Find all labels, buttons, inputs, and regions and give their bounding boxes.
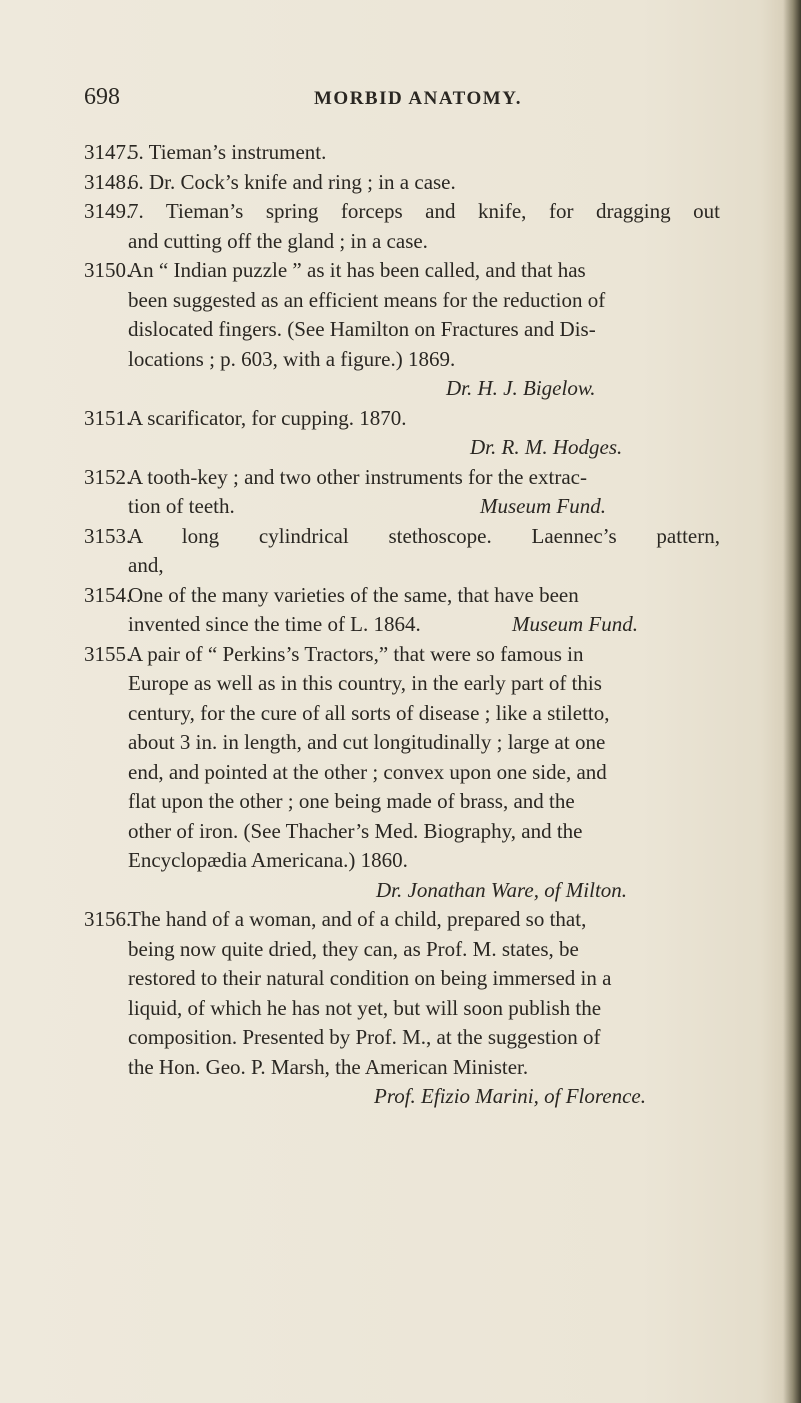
donor-credit: Museum Fund.	[480, 494, 606, 518]
entry-text-line: An “ Indian puzzle ” as it has been called, and that has	[128, 258, 586, 282]
entry-text-line: and,	[128, 553, 164, 577]
entry-text-line: end, and pointed at the other ; convex upon one side, and	[128, 759, 607, 784]
entry-text-line: flat upon the other ; one being made of brass, and the	[128, 789, 575, 813]
catalogue-entry	[84, 522, 720, 581]
running-title: MORBID ANATOMY.	[314, 88, 522, 109]
entry-text-line: locations ; p. 603, with a figure.) 1869.	[128, 346, 456, 371]
entry-text-line: about 3 in. in length, and cut longitudinally ; large at one	[128, 730, 606, 754]
entry-number: 3154.	[84, 582, 132, 607]
catalogue-entries	[84, 138, 720, 1112]
catalogue-entry	[84, 197, 720, 256]
entry-number: 3153.	[84, 523, 132, 548]
entry-text-line: tion of teeth.	[128, 494, 235, 518]
entry-number: 3152.	[84, 464, 132, 489]
entry-text-line: 5. Tieman’s instrument.	[128, 140, 327, 164]
entry-text-line: century, for the cure of all sorts of disease ; like a stiletto,	[128, 700, 610, 725]
donor-credit: Prof. Efizio Marini, of Florence.	[374, 1084, 646, 1108]
entry-text-line: A long cylindrical stethoscope. Laennec’s pattern,	[128, 523, 720, 548]
catalogue-entry	[84, 256, 720, 404]
entry-text-line: invented since the time of L. 1864.	[128, 612, 421, 636]
entry-text-line: A scarificator, for cupping. 1870.	[128, 405, 407, 430]
entry-number: 3150.	[84, 258, 132, 282]
catalogue-entry	[84, 463, 720, 522]
catalogue-entry	[84, 138, 720, 168]
entry-text-line: been suggested as an efficient means for the reduction of	[128, 287, 606, 312]
entry-text-line: and cutting off the gland ; in a case.	[128, 228, 428, 253]
entry-text-line: liquid, of which he has not yet, but will soon publish the	[128, 995, 602, 1020]
catalogue-entry	[84, 404, 720, 463]
entry-text-line: the Hon. Geo. P. Marsh, the American Minister.	[128, 1054, 529, 1079]
donor-credit: Dr. R. M. Hodges.	[470, 435, 623, 459]
donor-credit: Museum Fund.	[512, 612, 638, 636]
entry-number: 3147.	[84, 140, 132, 164]
donor-credit: Dr. H. J. Bigelow.	[446, 376, 596, 400]
entry-number: 3149.	[84, 199, 132, 223]
entry-text-line: dislocated fingers. (See Hamilton on Fractures and Dis-	[128, 317, 596, 341]
entry-number: 3155.	[84, 641, 132, 666]
entry-text-line: being now quite dried, they can, as Prof. M. states, be	[128, 936, 579, 961]
entry-text-line: Europe as well as in this country, in the early part of this	[128, 671, 602, 695]
entry-number: 3151.	[84, 405, 132, 430]
catalogue-entry	[84, 581, 720, 640]
catalogue-entry	[84, 640, 720, 906]
entry-text-line: restored to their natural condition on being immersed in a	[128, 966, 612, 990]
entry-text-line: Encyclopædia Americana.) 1860.	[128, 848, 408, 872]
entry-text-line: A tooth-key ; and two other instruments for the extrac-	[128, 464, 587, 489]
entry-text-line: The hand of a woman, and of a child, prepared so that,	[128, 907, 587, 931]
entry-text-line: A pair of “ Perkins’s Tractors,” that were so famous in	[128, 641, 584, 666]
entry-number: 3148.	[84, 169, 132, 194]
page-header	[84, 84, 724, 124]
entry-number: 3156.	[84, 907, 132, 931]
catalogue-entry	[84, 168, 720, 198]
donor-credit: Dr. Jonathan Ware, of Milton.	[376, 877, 628, 902]
entry-text-line: One of the many varieties of the same, that have been	[128, 582, 579, 607]
entry-text-line: 6. Dr. Cock’s knife and ring ; in a case.	[128, 169, 456, 194]
page-edge-shadow	[783, 0, 801, 1403]
entry-text-line: composition. Presented by Prof. M., at the suggestion of	[128, 1025, 601, 1049]
entry-text-line: other of iron. (See Thacher’s Med. Biography, and the	[128, 818, 583, 843]
entry-text-line: 7. Tieman’s spring forceps and knife, for dragging out	[128, 199, 720, 223]
page-number: 698	[84, 84, 120, 110]
catalogue-entry	[84, 905, 720, 1112]
